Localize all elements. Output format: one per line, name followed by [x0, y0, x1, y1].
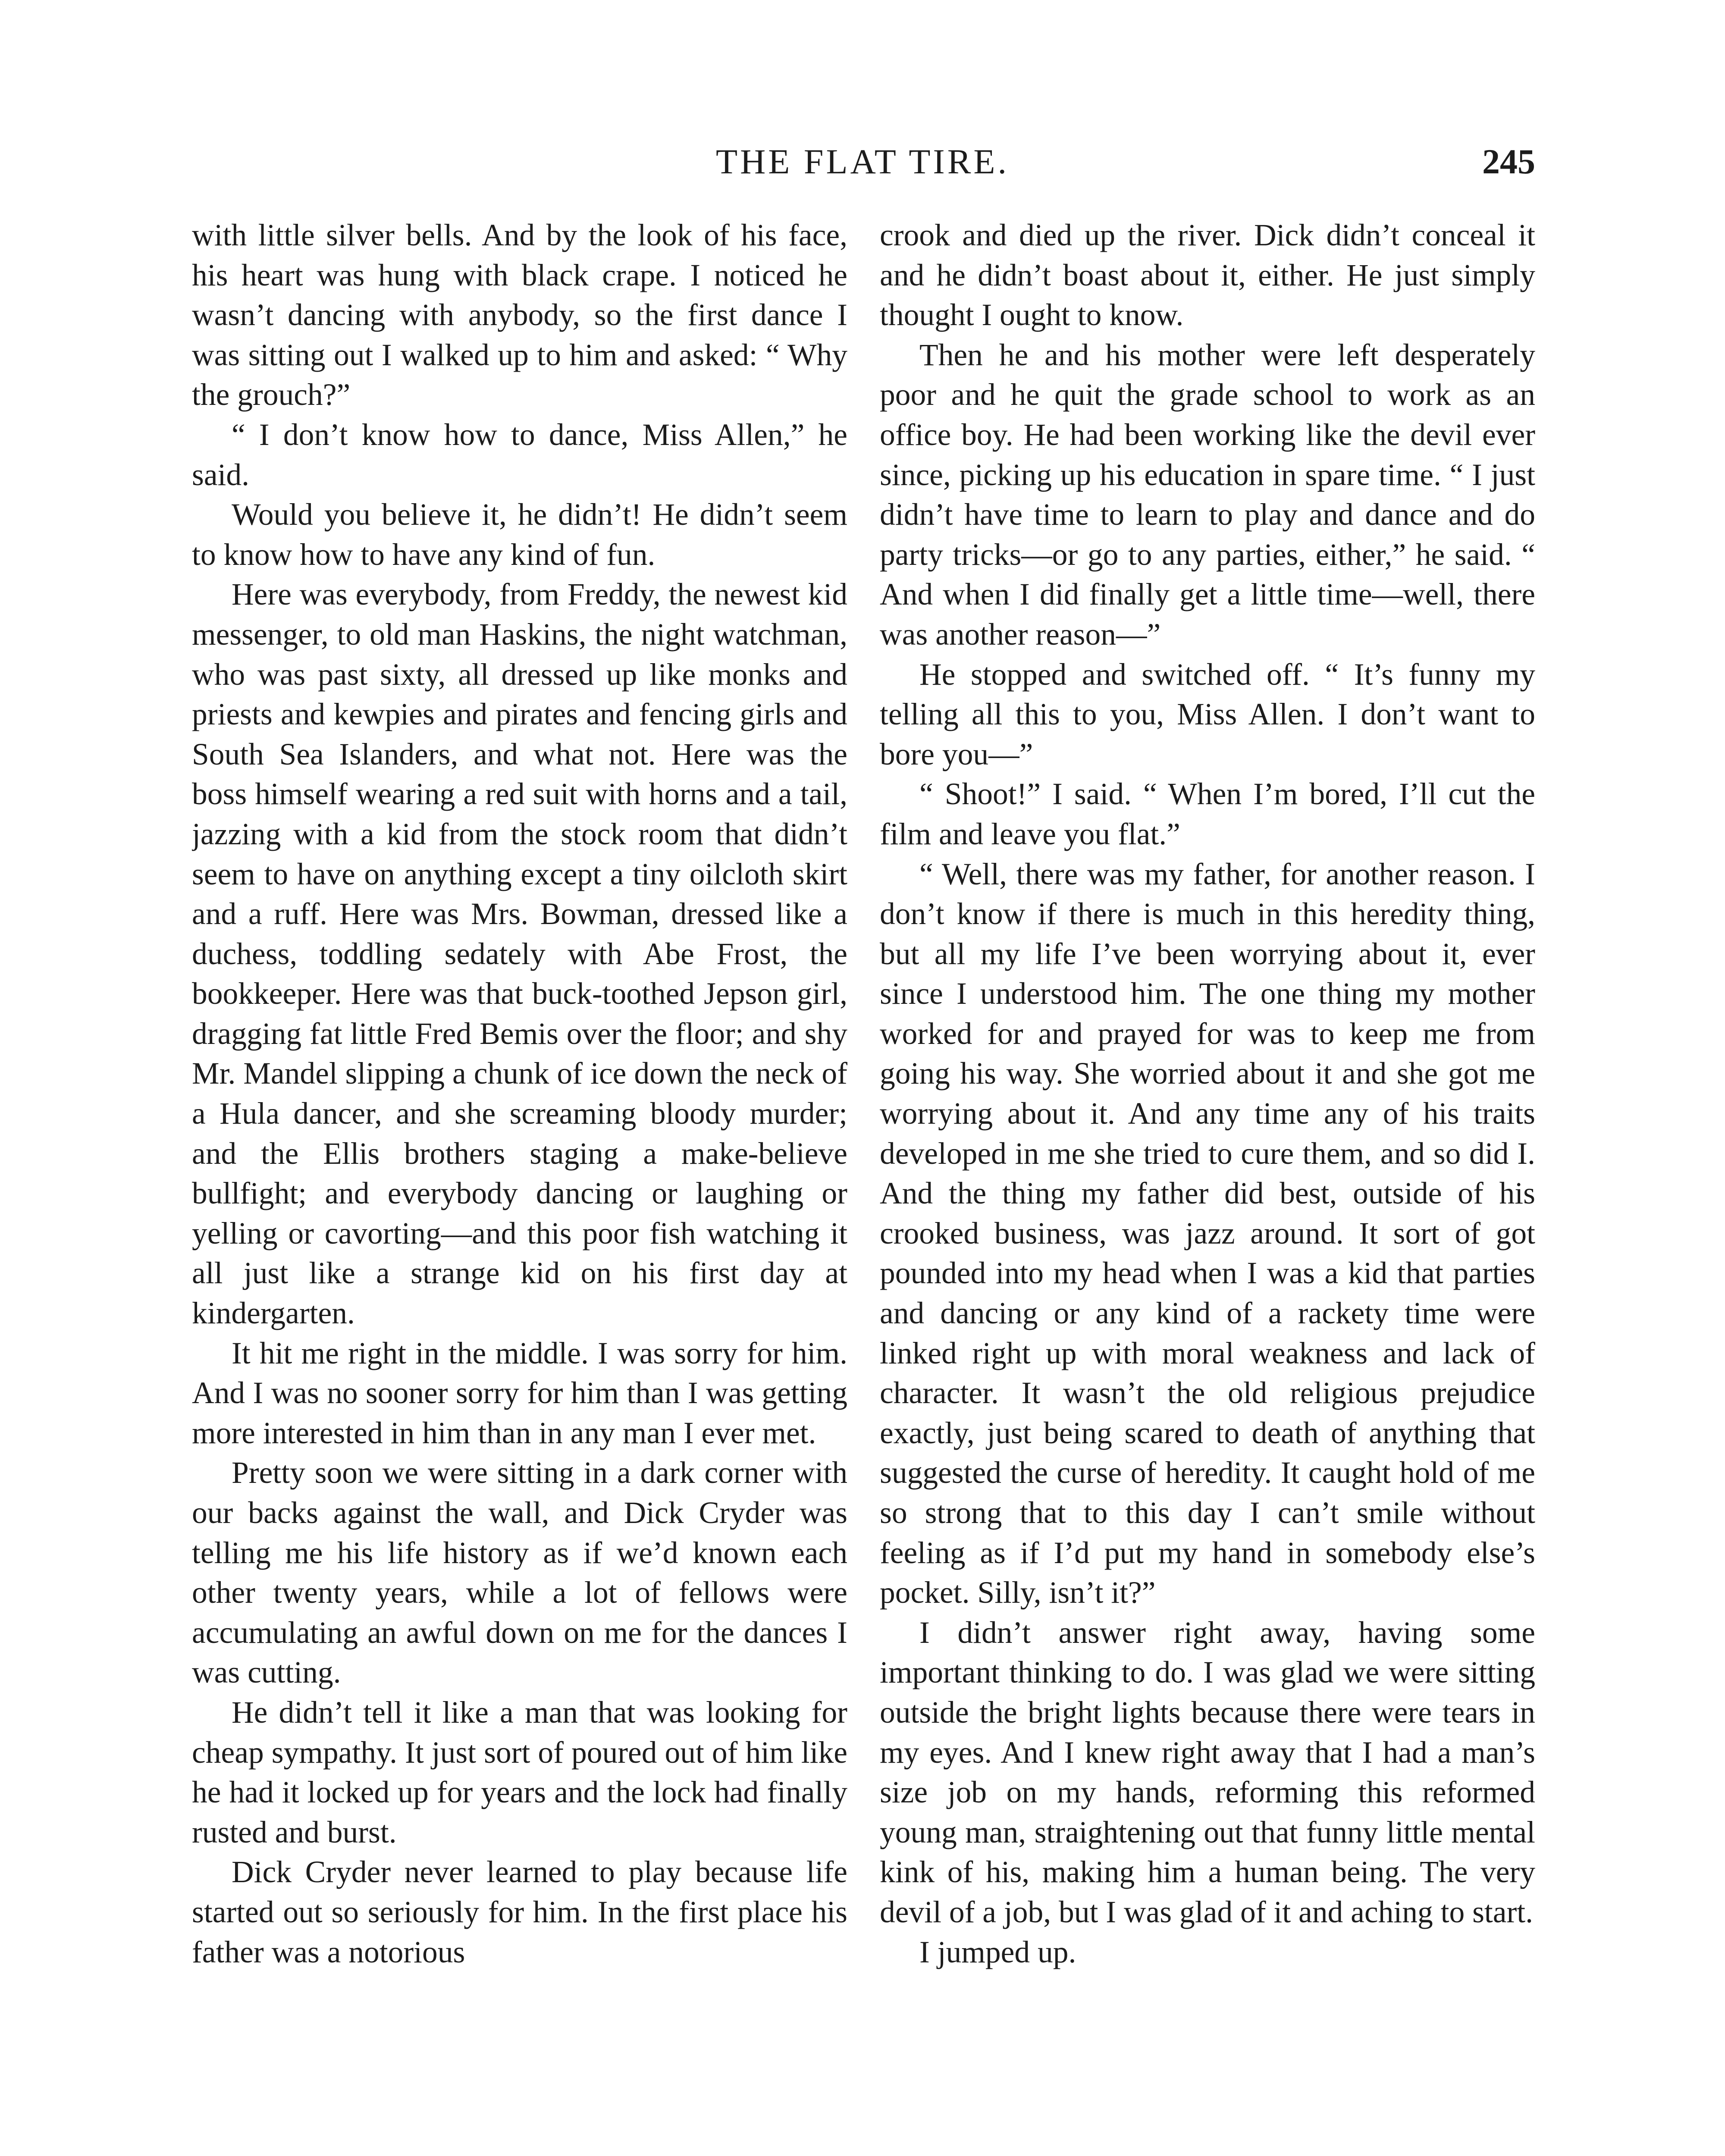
paragraph: Then he and his mother were left desperately poor and he quit the grade school to work as an office boy. He had been working like the devil ever since, picking up his education in spare time. “ I just didn’t have time to learn to play and dance and do party tricks—or go to any parties, either,” he said. “ And when I did finally get a little time—well, there was another reason—” — [880, 338, 1535, 652]
paragraph: Here was everybody, from Freddy, the newest kid messenger, to old man Haskins, the night watchman, who was past sixty, all dressed up like monks and priests and kewpies and pirates and fencing girls and South Sea Islanders, and what not. Here was the boss himself wearing a red suit with horns and a tail, jazzing with a kid from the stock room that didn’t seem to have on anything except a tiny oilcloth skirt and a ruff. Here was Mrs. Bowman, dressed like a duchess, toddling sedately with Abe Frost, the bookkeeper. Here was that buck-toothed Jepson girl, dragging fat little Fred Bemis over the floor; and shy Mr. Mandel slipping a chunk of ice down the neck of a Hula dancer, and she screaming bloody murder; and the Ellis brothers staging a make-believe bullfight; and everybody dancing or laughing or yelling or cavorting—and this poor fish watching it all just like a strange kid on his first day at kindergarten. — [192, 577, 847, 1331]
paragraph: He didn’t tell it like a man that was looking for cheap sympathy. It just sort of poured out of him like he had it locked up for years and the lock had finally rusted and burst. — [192, 1695, 847, 1849]
running-header — [190, 136, 1535, 192]
paragraph: He stopped and switched off. “ It’s funny my telling all this to you, Miss Allen. I don’t want to bore you—” — [880, 657, 1535, 771]
paragraph: Pretty soon we were sitting in a dark corner with our backs against the wall, and Dick Cryder was telling me his life history as if we’d known each other twenty years, while a lot of fellows were accumulating an awful down on me for the dances I was cutting. — [192, 1456, 847, 1690]
left-column — [192, 216, 847, 2156]
paragraph: “ I don’t know how to dance, Miss Allen,” he said. — [192, 417, 847, 492]
paragraph: “ Well, there was my father, for another reason. I don’t know if there is much in this heredity thing, but all my life I’ve been worrying about it, ever since I understood him. The one thing my mother worked for and prayed for was to keep me from going his way. She worried about it and she got me worrying about it. And any time any of his traits developed in me she tried to cure them, and so did I. And the thing my father did best, outside of his crooked business, was jazz around. It sort of got pounded into my head when I was a kid that parties and dancing or any kind of a rackety time were linked right up with moral weakness and lack of character. It wasn’t the old religious prejudice exactly, just being scared to death of anything that suggested the curse of heredity. It caught hold of me so strong that to this day I can’t smile without feeling as if I’d put my hand in somebody else’s pocket. Silly, isn’t it?” — [880, 857, 1535, 1610]
page-number: 245 — [1482, 142, 1535, 181]
paragraph: I jumped up. — [919, 1935, 1076, 1969]
paragraph: crook and died up the river. Dick didn’t conceal it and he didn’t boast about it, either. He just simply thought I ought to know. — [880, 218, 1535, 332]
paragraph: “ Shoot!” I said. “ When I’m bored, I’ll cut the film and leave you flat.” — [880, 777, 1535, 851]
running-title: THE FLAT TIRE. — [715, 142, 1010, 181]
paragraph: It hit me right in the middle. I was sorry for him. And I was no sooner sorry for him than I was getting more interested in him than in any man I ever met. — [192, 1336, 847, 1450]
right-column — [880, 216, 1535, 2156]
paragraph: Dick Cryder never learned to play because life started out so seriously for him. In the first place his father was a notorious — [192, 1855, 847, 1969]
paragraph: Would you believe it, he didn’t! He didn’t seem to know how to have any kind of fun. — [192, 498, 847, 572]
paragraph: with little silver bells. And by the look of his face, his heart was hung with black crape. I noticed he wasn’t dancing with anybody, so the first dance I was sitting out I walked up to him and asked: “ Why the grouch?” — [192, 218, 847, 412]
paragraph: I didn’t answer right away, having some important thinking to do. I was glad we were sitting outside the bright lights because there were tears in my eyes. And I knew right away that I had a man’s size job on my hands, reforming this reformed young man, straightening out that funny little mental kink of his, making him a human being. The very devil of a job, but I was glad of it and aching to start. — [880, 1615, 1535, 1929]
